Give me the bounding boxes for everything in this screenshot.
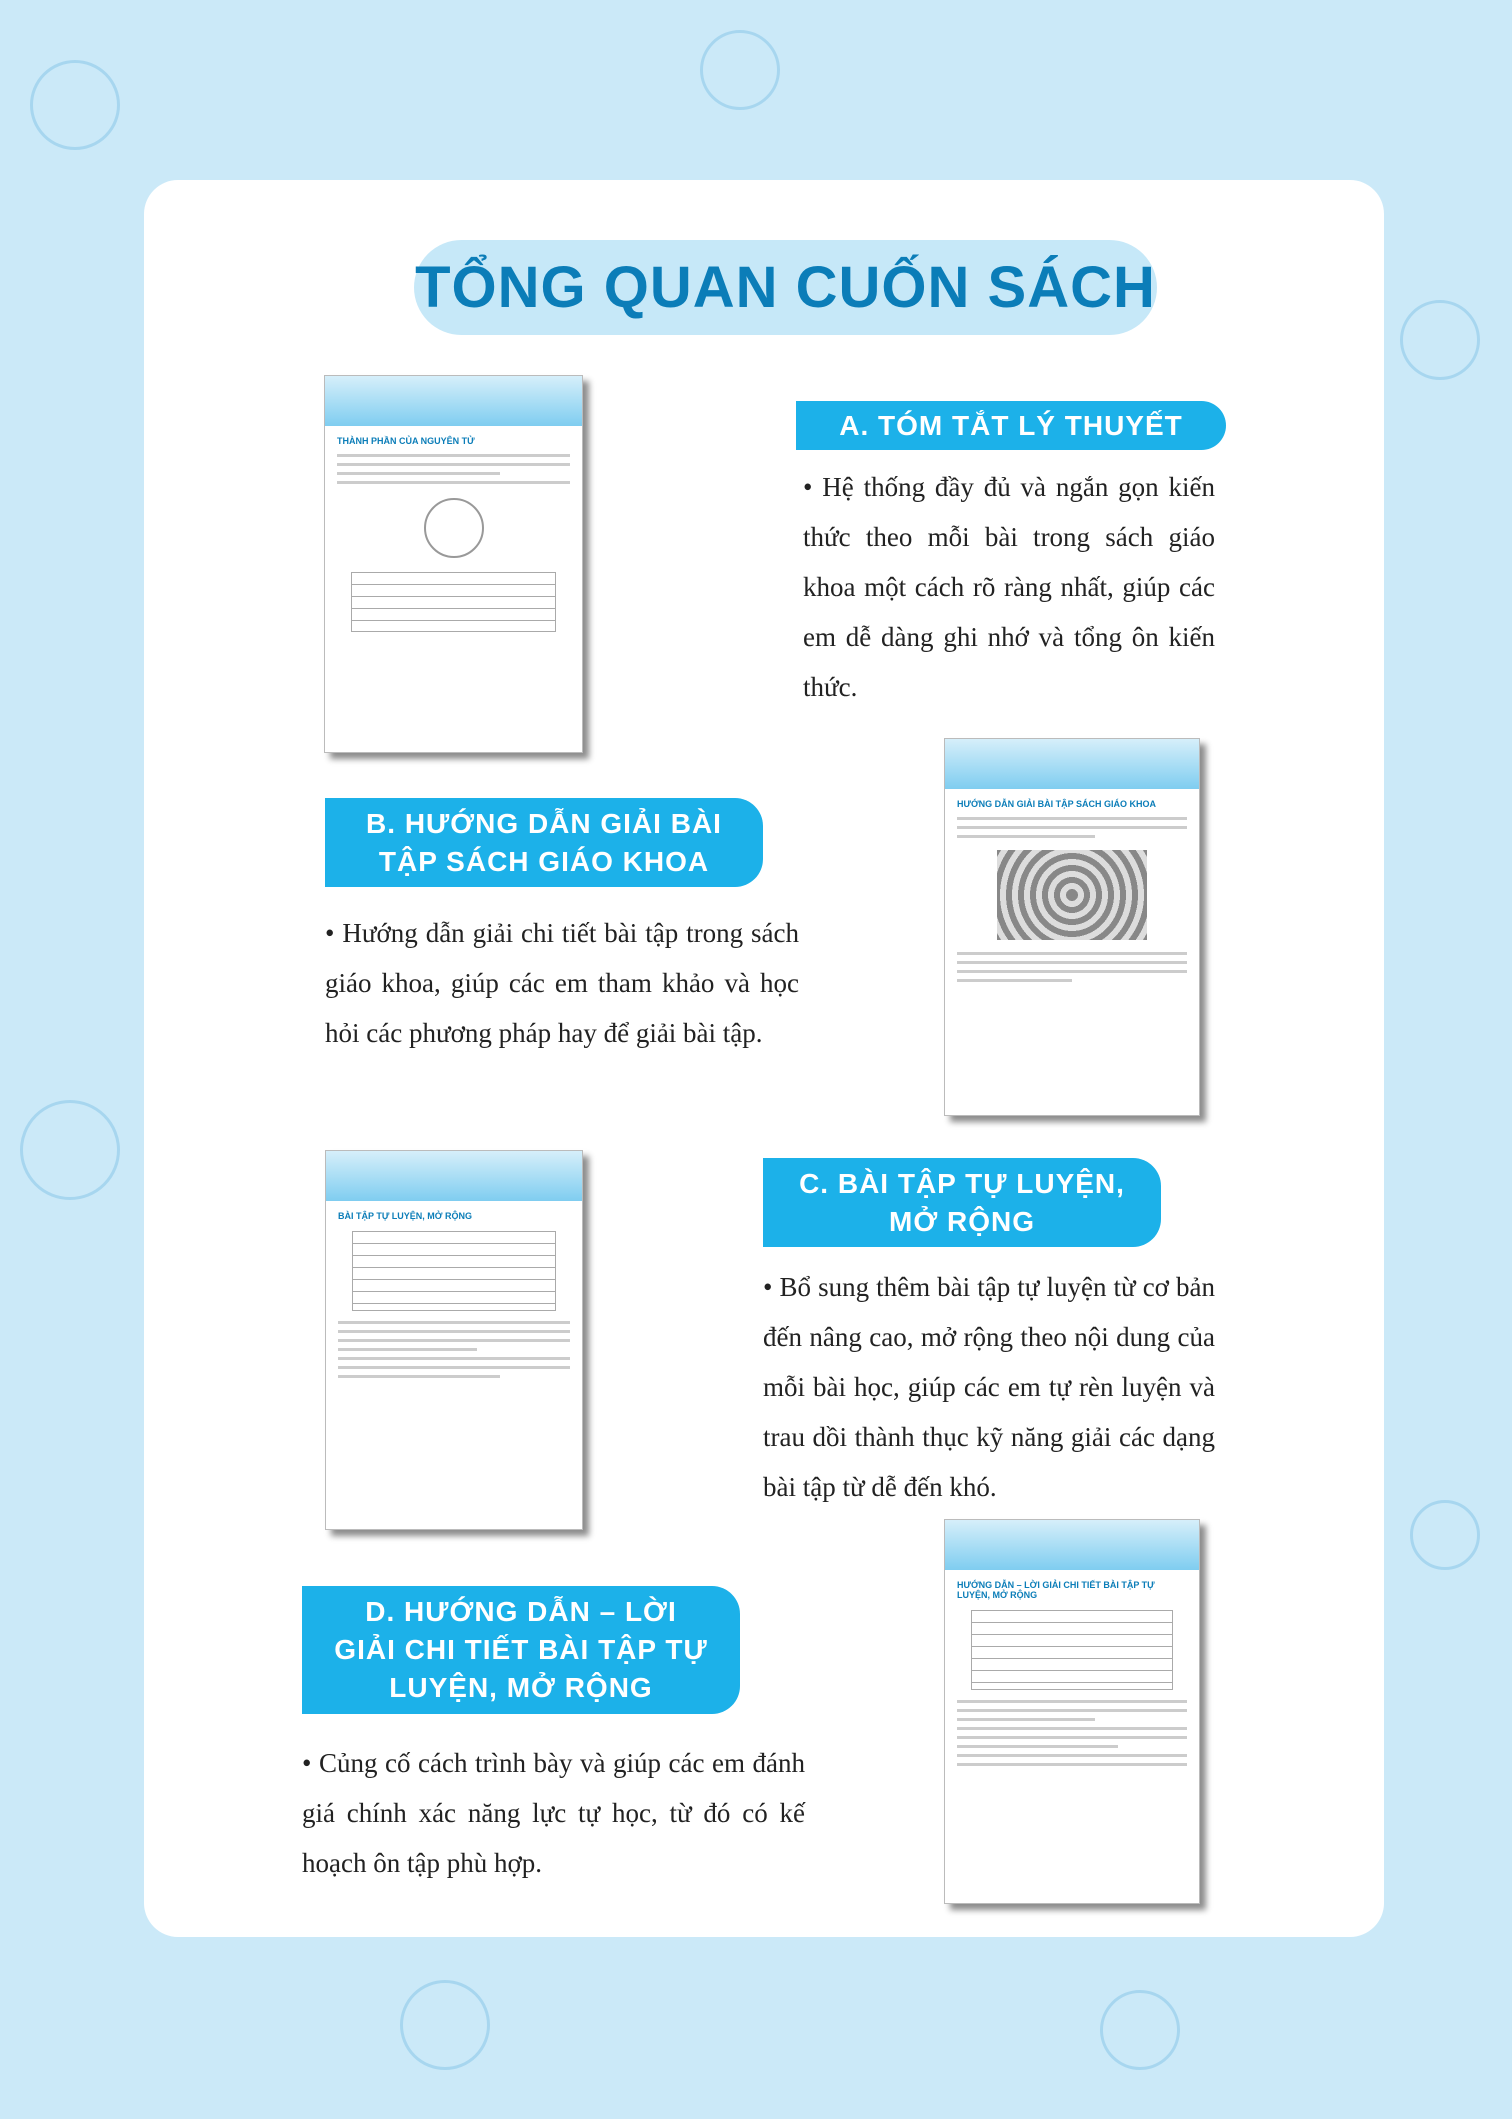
thumbnail-title: HƯỚNG DẪN – LỜI GIẢI CHI TIẾT BÀI TẬP TỰ LUYỆN, MỞ RỘNG (957, 1580, 1155, 1600)
section-c-header: C. BÀI TẬP TỰ LUYỆN, MỞ RỘNG (763, 1158, 1161, 1247)
section-d-text: • Củng cố cách trình bày và giúp các em đánh giá chính xác năng lực tự học, từ đó có kế hoạch ôn tập phù hợp. (302, 1748, 805, 1878)
section-a-header: A. TÓM TẮT LÝ THUYẾT (796, 401, 1226, 450)
section-c-text: • Bổ sung thêm bài tập tự luyện từ cơ bản đến nâng cao, mở rộng theo nội dung của mỗi bài học, giúp các em tự rèn luyện và trau dồi thành thục kỹ năng giải các dạng bài tập từ dễ đến khó. (763, 1272, 1215, 1502)
page-thumbnail-d (944, 1519, 1200, 1904)
thumbnail-title: THÀNH PHẦN CỦA NGUYÊN TỬ (337, 436, 475, 446)
thumbnail-title: BÀI TẬP TỰ LUYỆN, MỞ RỘNG (338, 1211, 472, 1221)
section-b-header: B. HƯỚNG DẪN GIẢI BÀI TẬP SÁCH GIÁO KHOA (325, 798, 763, 887)
section-a-text: • Hệ thống đầy đủ và ngắn gọn kiến thức theo mỗi bài trong sách giáo khoa một cách rõ ràng nhất, giúp các em dễ dàng ghi nhớ và tổng ôn kiến thức. (803, 472, 1215, 702)
section-d-header: D. HƯỚNG DẪN – LỜI GIẢI CHI TIẾT BÀI TẬP TỰ LUYỆN, MỞ RỘNG (302, 1586, 740, 1714)
page-title: TỔNG QUAN CUỐN SÁCH (414, 240, 1157, 335)
page-thumbnail-b (944, 738, 1200, 1116)
thumbnail-title: HƯỚNG DẪN GIẢI BÀI TẬP SÁCH GIÁO KHOA (957, 799, 1156, 809)
page-thumbnail-a (324, 375, 583, 753)
page-thumbnail-c (325, 1150, 583, 1530)
section-b-text: • Hướng dẫn giải chi tiết bài tập trong sách giáo khoa, giúp các em tham khảo và học hỏi các phương pháp hay để giải bài tập. (325, 918, 799, 1048)
